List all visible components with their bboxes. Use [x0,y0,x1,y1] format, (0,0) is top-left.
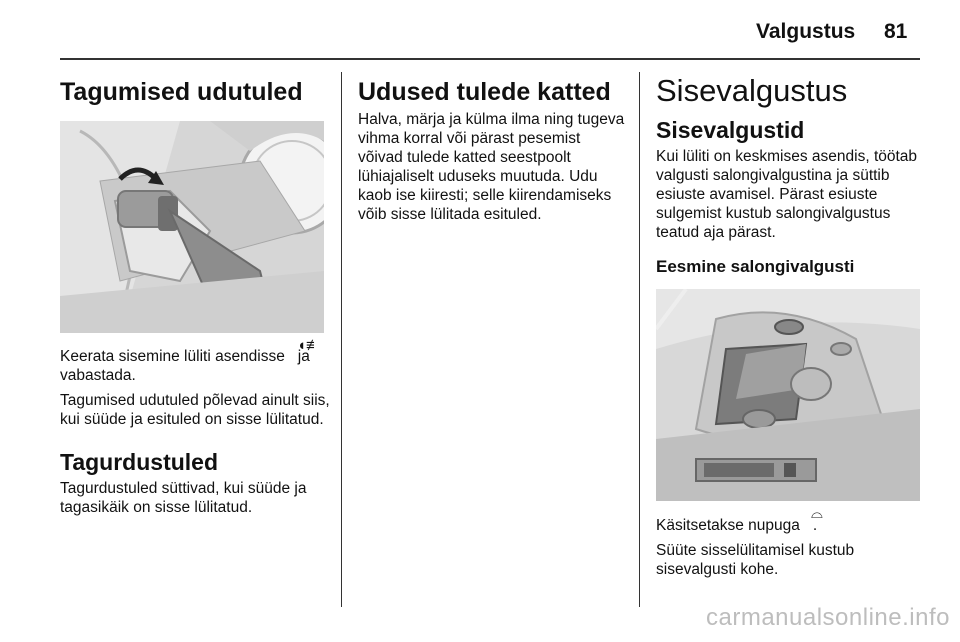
paragraph: Tagurdustuled süttivad, kui süüde ja tagasikäik on sisse lülitatud. [60,479,307,516]
section-heading: Tagumised udutuled [60,78,303,106]
paragraph: Süüte sisselülitamisel kustub sisevalgusti kohe. [656,542,855,579]
watermark: carmanualsonline.info [706,604,950,631]
column-interior-lighting [656,72,924,579]
paragraph: Kui lüliti on keskmises asendis, töötab valgusti salongivalgustina ja süttib esiuste avamisel. Pärast esiuste sulgemist kustub salongivalgustus teatud aja pärast. [656,147,918,241]
paragraph: Käsitsetakse nupuga . [656,517,818,535]
column-divider [341,72,342,607]
interior-light-symbol-icon: ⌓ [811,505,823,522]
subheading: Sisevalgustid [656,117,805,144]
courtesy-light-illustration [656,289,920,501]
column-fogged-covers [358,72,628,224]
section-heading: Sisevalgustus [656,73,848,108]
header-rule [60,58,920,60]
page-number: 81 [884,20,908,43]
paragraph: Halva, märja ja külma ilma ning tugeva vihma korral või pärast pesemist võivad tulede katted seestpoolt lühiajaliselt uduseks muutuda. Udu kaob ise kiiresti; selle kiirendamiseks võib sisse lülitada esituled. [358,111,625,224]
stalk-switch-illustration [60,121,324,333]
subsubheading: Eesmine salongivalgusti [656,256,855,276]
column-divider [639,72,640,607]
section-heading: Udused tulede katted [358,78,611,106]
paragraph: Keerata sisemine lüliti asendisse ja vabastada. [60,348,310,385]
subheading: Tagurdustuled [60,449,219,476]
paragraph: Tagumised udutuled põlevad ainult siis, kui süüde ja esituled on sisse lülitatud. [60,392,330,429]
rear-fog-symbol-icon: ◖≢ [297,337,322,354]
column-rear-fog [60,72,332,517]
page-header [0,0,960,60]
header-title: Valgustus [756,20,856,43]
